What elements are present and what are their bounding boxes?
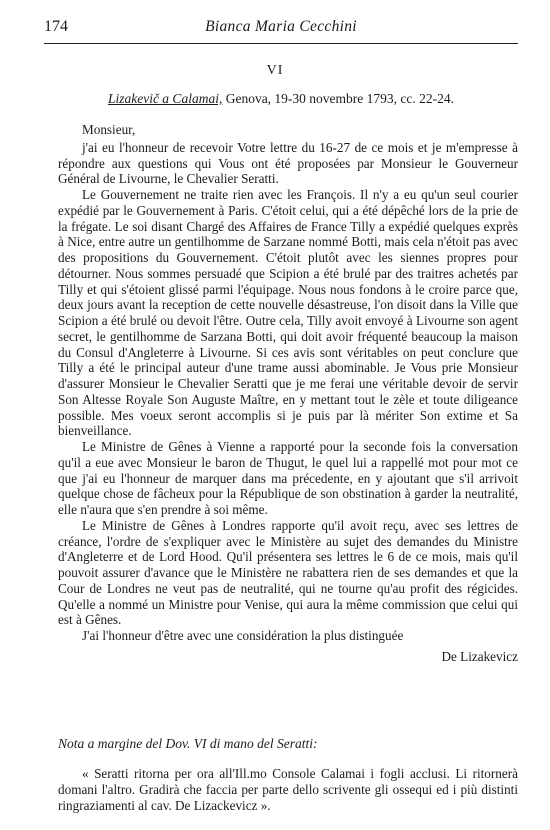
margin-note-heading: Nota a margine del Dov. VI di mano del Seratti: (58, 736, 318, 751)
document-number: VI (266, 63, 284, 78)
page-number: 174 (44, 18, 68, 35)
letter-body (58, 122, 518, 665)
salutation: Monsieur, (82, 122, 136, 137)
header-rule (44, 43, 518, 44)
signature: De Lizakevicz (441, 648, 518, 664)
letter-paragraph: Le Ministre de Gênes à Vienne a rapporté pour la seconde fois la conversation qu'il a eue avec Monsieur le baron de Thugut, le quel lui a rappellé mot pour mot ce que j'ai eu l'honneur de marquer dans ma précedente, en y ajoutant que s'il arrivoit quelque chose de fâcheux pour la République de son obstination à garder la neutralité, elle n'aura que s'en prendre à soi même. (58, 439, 518, 517)
letter-paragraph: Le Gouvernement ne traite rien avec les François. Il n'y a eu qu'un seul courier expédié par le Gouvernement à Paris. C'étoit celui, qui a été dépêché lors de la prie de la frégate. Le soi disant Chargé des Affaires de France Tilly a expédié quelques exprès à Nice, entre autre un gentilhomme de Sarzane nommé Botti, mais cela n'étoit pas avec des propositions du Gouvernement. C'étoit plutôt avec les siennes propres pour détourner. Nous sommes persuadé que Scipion a été brulé par des traitres achetés par Tilly et qui s'étoient glissé parmi l'équipage. Nous nous fondons à le croire parce que, deux jours avant la reception de cette nouvelle désastreuse, l'on disoit dans la Ville que Scipion a été brulé ou devoit l'être. Outre cela, Tilly avoit envoyé à Livourne son agent secret, le gentilhomme de Sarzana Botti, qui doit avoir fréquenté beaucoup la maison du Consul d'Angleterre à Livourne. Si ces avis sont véritables on peut conclure que Tilly a été le principal auteur d'une trame aussi abominable. Je Vous prie Monsieur d'assurer Monsieur le Chevalier Seratti que je me ferai une véritable devoir de servir Son Altesse Royale Son Auguste Maître, en y mettant tout le zèle et toute diligeance possible. Mes voeux seront accomplis si je puis par là mériter Son extime et Sa bienveillance. (58, 187, 518, 439)
source-date-reference: Genova, 19-30 novembre 1793, cc. 22-24. (222, 91, 455, 106)
document-source (44, 91, 518, 107)
page-header (44, 18, 518, 42)
source-correspondents: Lizakevič a Calamai, (107, 91, 223, 106)
letter-closing: J'ai l'honneur d'être avec une considération la plus distinguée (82, 628, 404, 643)
margin-note-text: « Seratti ritorna per ora all'Ill.mo Console Calamai i fogli acclusi. Li ritornerà domani l'altro. Gradirà che faccia per parte dello scrivente gli ossequi ed i più distinti ringraziamenti al cav. De Lizackevicz ». (58, 766, 518, 813)
running-title: Bianca Maria Cecchini (205, 18, 357, 35)
letter-paragraph: Le Ministre de Gênes à Londres rapporte qu'il avoit reçu, avec ses lettres de créance, l'ordre de s'expliquer avec le Ministère au sujet des demandes du Ministre d'Angleterre et de Lord Hood. Qu'il présentera ses lettres le 6 de ce mois, mais qu'il pouvoit assurer d'avance que le Ministère ne rabattera rien de ses demandes et que la Cour de Londres ne veut pas de neutralité, qui ne tourne qu'au profit des régicides. Qu'elle a nommé un Ministre pour Venise, qui aura la même commission que celui qui est à Gênes. (58, 517, 518, 628)
letter-paragraph: j'ai eu l'honneur de recevoir Votre lettre du 16-27 de ce mois et je m'empresse à répondre aux questions qui Vous ont été proposées par Monsieur le Gouverneur Général de Livourne, le Chevalier Seratti. (58, 139, 518, 187)
